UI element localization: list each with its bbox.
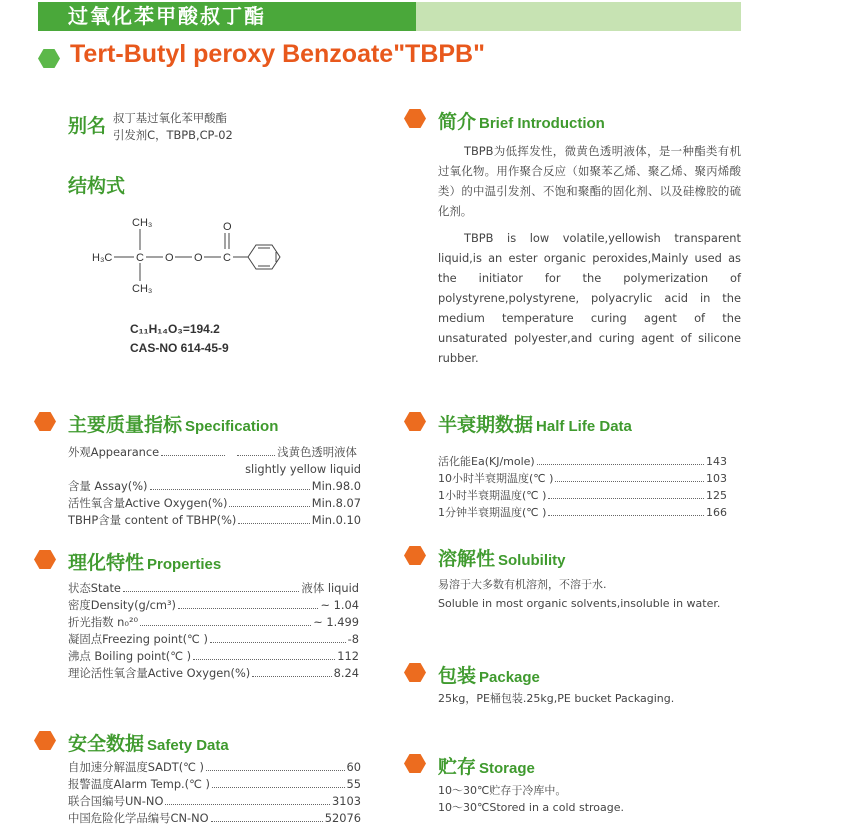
spec-table bbox=[68, 478, 361, 529]
properties-table bbox=[68, 580, 359, 682]
spec-row: TBHP含量 content of TBHP(%) Min.0.10 bbox=[68, 513, 361, 527]
orange-hexagon-icon bbox=[404, 412, 426, 431]
properties-row: 凝固点Freezing point(℃ ) -8 bbox=[68, 632, 359, 646]
spec-heading: 主要质量指标 Specification bbox=[68, 414, 279, 436]
solubility-en: Soluble in most organic solvents,insoluble in water. bbox=[438, 597, 721, 610]
safety-heading: 安全数据 Safety Data bbox=[68, 733, 229, 755]
properties-row: 密度Density(g/cm³) ~ 1.04 bbox=[68, 598, 359, 612]
orange-hexagon-icon bbox=[34, 550, 56, 569]
solubility-heading: 溶解性 Solubility bbox=[438, 548, 566, 570]
half-life-row: 10小时半衰期温度(℃ ) 103 bbox=[438, 472, 727, 485]
banner-light-strip bbox=[416, 2, 741, 31]
alias-heading: 别名 bbox=[68, 115, 107, 137]
alias-line-1: 叔丁基过氧化苯甲酸酯 bbox=[113, 111, 227, 125]
ch3-bottom-label: CH₃ bbox=[132, 283, 153, 295]
package-heading: 包装 Package bbox=[438, 665, 540, 687]
half-life-row: 1分钟半衰期温度(℃ ) 166 bbox=[438, 506, 727, 519]
ch3-top-label: CH₃ bbox=[132, 217, 153, 229]
storage-heading: 贮存 Storage bbox=[438, 756, 535, 778]
structure-heading: 结构式 bbox=[68, 175, 126, 197]
green-hexagon-icon bbox=[38, 49, 60, 68]
spec-appearance-en: slightly yellow liquid bbox=[245, 462, 361, 476]
intro-heading: 简介 Brief Introduction bbox=[438, 111, 605, 133]
spec-row: 活性氧含量Active Oxygen(%) Min.8.07 bbox=[68, 496, 361, 510]
orange-hexagon-icon bbox=[404, 754, 426, 773]
molecular-formula: C₁₁H₁₄O₃=194.2 bbox=[130, 322, 220, 336]
c-right-label: C bbox=[223, 252, 231, 264]
c-center-label: C bbox=[136, 252, 144, 264]
properties-row: 沸点 Boiling point(℃ ) 112 bbox=[68, 649, 359, 663]
spec-appearance bbox=[68, 444, 361, 478]
properties-row: 理论活性氧含量Active Oxygen(%) 8.24 bbox=[68, 666, 359, 680]
properties-row: 折光指数 n₀²⁰ ~ 1.499 bbox=[68, 615, 359, 629]
properties-row: 状态State 液体 liquid bbox=[68, 581, 359, 595]
safety-row: 中国危险化学品编号CN-NO 52076 bbox=[68, 811, 361, 825]
safety-row: 报警温度Alarm Temp.(℃ ) 55 bbox=[68, 777, 361, 791]
spec-row: 含量 Assay(%) Min.98.0 bbox=[68, 479, 361, 493]
safety-row: 自加速分解温度SADT(℃ ) 60 bbox=[68, 760, 361, 774]
storage-zh: 10～30℃贮存于冷库中。 bbox=[438, 784, 567, 797]
alias-line-2: 引发剂C，TBPB,CP-02 bbox=[113, 128, 233, 142]
o-top-label: O bbox=[223, 221, 232, 233]
title-banner bbox=[38, 2, 741, 31]
solubility-zh: 易溶于大多数有机溶剂，不溶于水. bbox=[438, 578, 607, 591]
properties-heading: 理化特性 Properties bbox=[68, 552, 222, 574]
spec-row: 外观Appearance 浅黄色透明液体 bbox=[68, 445, 357, 459]
intro-paragraph-zh: TBPB为低挥发性，微黄色透明液体，是一种酯类有机过氧化物。用作聚合反应（如聚苯乙烯、聚乙烯、聚丙烯酸类）的中温引发剂、不饱和聚酯的固化剂、以及硅橡胶的硫化剂。 bbox=[438, 144, 741, 218]
orange-hexagon-icon bbox=[404, 546, 426, 565]
package-line: 25kg，PE桶包装.25kg,PE bucket Packaging. bbox=[438, 692, 675, 705]
orange-hexagon-icon bbox=[404, 109, 426, 128]
orange-hexagon-icon bbox=[34, 731, 56, 750]
orange-hexagon-icon bbox=[404, 663, 426, 682]
storage-en: 10～30℃Stored in a cold stroage. bbox=[438, 801, 625, 814]
intro-paragraph-en: TBPB is low volatile,yellowish transparent liquid,is an ester organic peroxides,Mainly used as the initiator for the polymerization of polystyrene,polystyrene, polyacrylic acid in the medium temperature curing agent of the unsaturated polyester,and curing agent of silicone rubber. bbox=[438, 231, 741, 365]
main-title: Tert-Butyl peroxy Benzoate"TBPB" bbox=[70, 40, 485, 68]
orange-hexagon-icon bbox=[34, 412, 56, 431]
half-life-row: 活化能Ea(KJ/mole) 143 bbox=[438, 455, 727, 468]
o1-label: O bbox=[165, 252, 174, 264]
o2-label: O bbox=[194, 252, 203, 264]
banner-title: 过氧化苯甲酸叔丁酯 bbox=[38, 2, 416, 31]
cas-number: CAS-NO 614-45-9 bbox=[130, 341, 229, 355]
structural-formula bbox=[88, 212, 288, 302]
h3c-label: H₃C bbox=[92, 252, 113, 264]
half-life-heading: 半衰期数据 Half Life Data bbox=[438, 414, 632, 436]
half-life-table bbox=[438, 453, 727, 521]
safety-row: 联合国编号UN-NO 3103 bbox=[68, 794, 361, 808]
safety-table bbox=[68, 759, 361, 827]
half-life-row: 1小时半衰期温度(℃ ) 125 bbox=[438, 489, 727, 502]
